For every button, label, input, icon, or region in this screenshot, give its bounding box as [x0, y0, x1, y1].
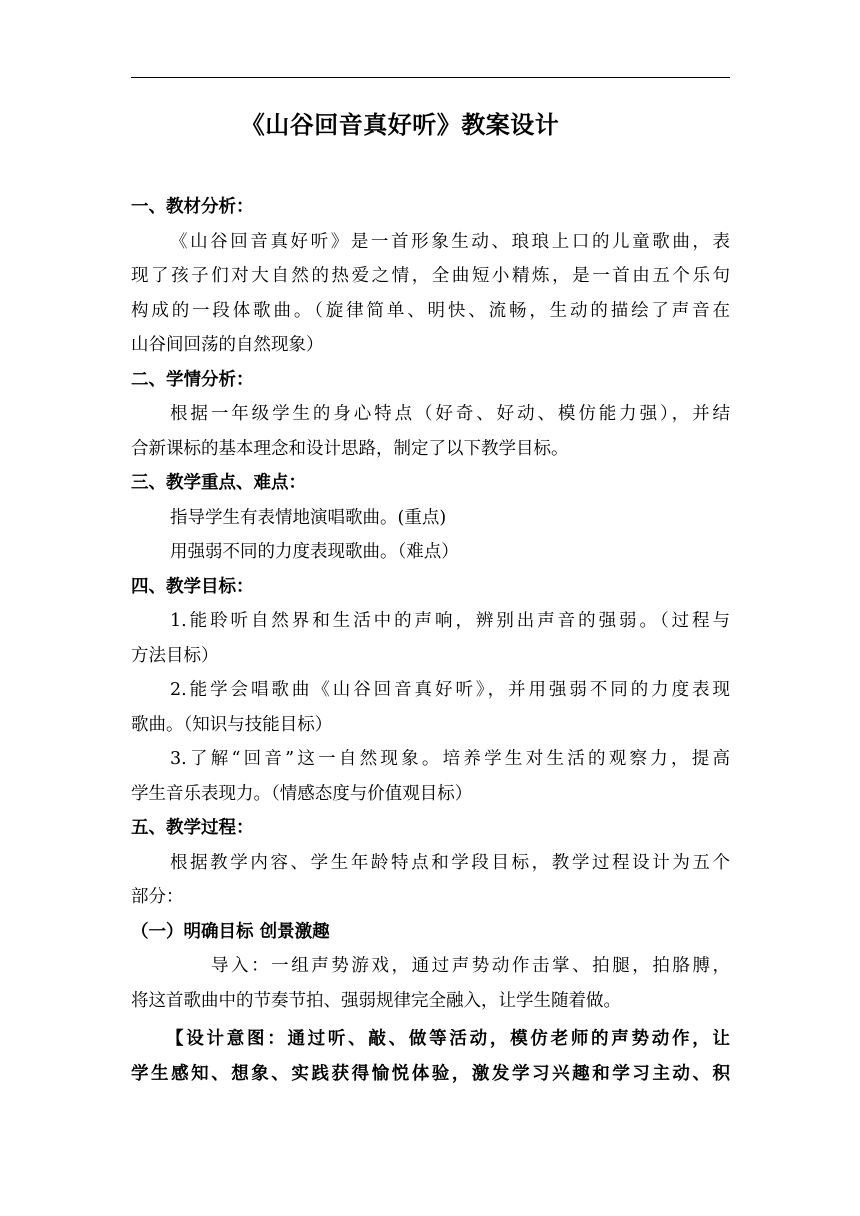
design-intent-line: 学生感知、想象、实践获得愉悦体验，激发学习兴趣和学习主动、积: [131, 1063, 730, 1084]
document-body: [131, 190, 730, 1091]
section-heading: 二、学情分析：: [131, 369, 254, 390]
paragraph-line: 合新课标的基本理念和设计思路，制定了以下教学目标。: [131, 438, 569, 459]
document-title: 《山谷回音真好听》教案设计: [240, 111, 560, 139]
paragraph-line: 用强弱不同的力度表现歌曲。（难点）: [170, 542, 459, 562]
header-rule: [131, 77, 730, 78]
paragraph-line: 现了孩子们对大自然的热爱之情，全曲短小精炼，是一首由五个乐句: [131, 266, 730, 286]
paragraph-line: 学生音乐表现力。（情感态度与价值观目标）: [131, 783, 473, 804]
paragraph-line: 3.了解“回音”这一自然现象。培养学生对生活的观察力，提高: [170, 749, 730, 769]
paragraph-line: 导入：一组声势游戏，通过声势动作击掌、拍腿，拍胳膊，: [211, 956, 730, 976]
subsection-heading: （一）明确目标 创景激趣: [131, 921, 330, 942]
paragraph-line: 1.能聆听自然界和生活中的声响，辨别出声音的强弱。（过程与: [170, 611, 730, 631]
paragraph-line: 2.能学会唱歌曲《山谷回音真好听》，并用强弱不同的力度表现: [170, 680, 730, 700]
section-heading: 三、教学重点、难点：: [131, 473, 306, 493]
paragraph-line: 《山谷回音真好听》是一首形象生动、琅琅上口的儿童歌曲，表: [170, 231, 730, 252]
paragraph-line: 方法目标）: [131, 645, 219, 666]
paragraph-line: 构成的一段体歌曲。（旋律简单、明快、流畅，生动的描绘了声音在: [131, 300, 730, 321]
paragraph-line: 歌曲。（知识与技能目标）: [131, 714, 333, 735]
paragraph-line: 山谷间回荡的自然现象）: [131, 335, 324, 355]
paragraph-line: 部分：: [131, 887, 184, 907]
section-heading: 四、教学目标：: [131, 576, 254, 597]
section-heading: 一、教材分析：: [131, 197, 254, 217]
paragraph-line: 根据教学内容、学生年龄特点和学段目标，教学过程设计为五个: [170, 852, 730, 873]
paragraph-line: 指导学生有表情地演唱歌曲。(重点): [170, 507, 447, 528]
design-intent-line: 【设计意图：通过听、敲、做等活动，模仿老师的声势动作，让: [166, 1029, 730, 1049]
section-heading: 五、教学过程：: [131, 818, 254, 838]
paragraph-line: 根据一年级学生的身心特点（好奇、好动、模仿能力强），并结: [170, 404, 730, 424]
paragraph-line: 将这首歌曲中的节奏节拍、强弱规律完全融入，让学生随着做。: [131, 990, 621, 1011]
